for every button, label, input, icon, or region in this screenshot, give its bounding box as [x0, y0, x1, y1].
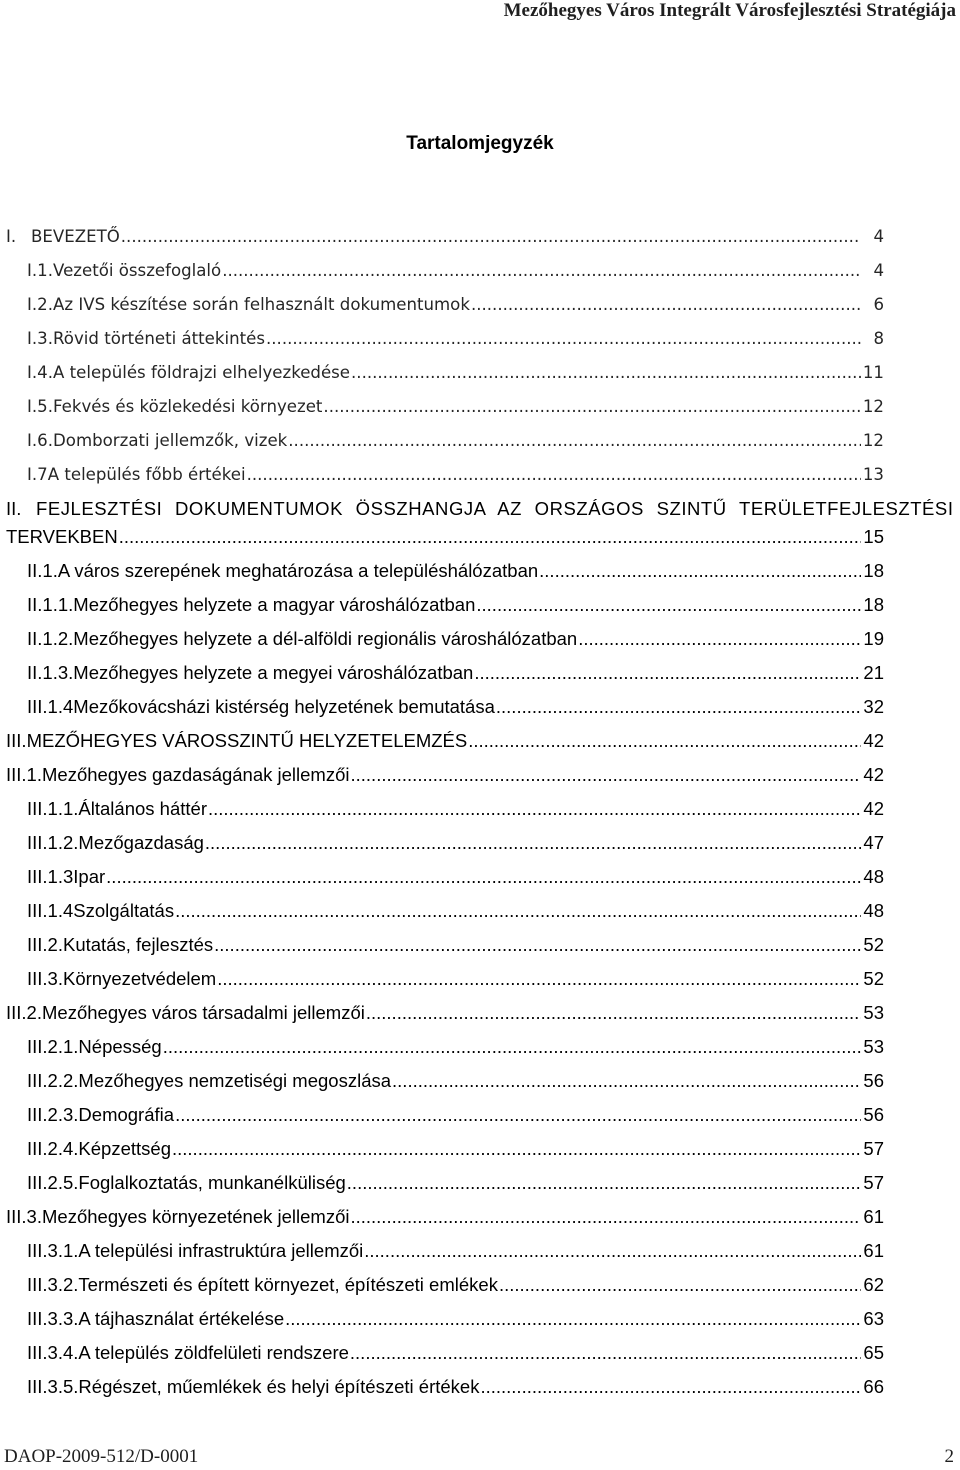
toc-entry-number: II.1.2. [27, 628, 74, 649]
toc-entry-page: 21 [863, 662, 884, 683]
toc-entry[interactable] [6, 224, 884, 250]
toc-entry-page: 53 [863, 1036, 884, 1057]
toc-entry-number: III.1. [6, 764, 42, 785]
toc-entry[interactable] [6, 1204, 884, 1230]
toc-entry-label: Mezőkovácsházi kistérség helyzetének bemutatása [73, 696, 495, 717]
toc-entry-number: I.3. [27, 329, 54, 348]
toc-leader-dots [222, 258, 861, 284]
toc-leader-dots [350, 1204, 861, 1230]
toc-entry-label: Mezőgazdaság [78, 832, 204, 853]
toc-leader-dots [217, 966, 861, 992]
toc-entry-page: 57 [863, 1138, 884, 1159]
toc-entry[interactable] [27, 292, 884, 318]
toc-entry-label: Mezőhegyes gazdaságának jellemzői [42, 764, 350, 785]
toc-entry-page: 61 [863, 1240, 884, 1261]
toc-entry[interactable] [27, 1170, 884, 1196]
toc-leader-dots [350, 1340, 861, 1366]
toc-leader-dots [476, 592, 861, 618]
toc-entry-label: Általános háttér [78, 798, 207, 819]
toc-leader-dots [205, 830, 861, 856]
toc-entry[interactable] [27, 1136, 884, 1162]
toc-entry-label: Fekvés és közlekedési környezet [53, 397, 323, 416]
toc-entry[interactable] [27, 796, 884, 822]
toc-entry-label: Mezőhegyes nemzetiségi megoszlása [78, 1070, 392, 1091]
toc-entry-number: I.6. [27, 431, 54, 450]
toc-entry-number: II.1.1. [27, 594, 74, 615]
toc-entry[interactable] [27, 326, 884, 352]
toc-leader-dots [366, 1000, 861, 1026]
toc-leader-dots [351, 360, 861, 386]
toc-entry-page: 47 [863, 832, 884, 853]
toc-entry-number: III.2. [6, 1002, 42, 1023]
toc-leader-dots [106, 864, 861, 890]
toc-entry-page: 63 [863, 1308, 884, 1329]
toc-entry-number: I. [6, 227, 17, 246]
toc-leader-dots [496, 694, 861, 720]
toc-leader-dots [578, 626, 861, 652]
toc-entry-label: Mezőhegyes helyzete a megyei városhálózatban [73, 662, 474, 683]
toc-leader-dots [499, 1272, 861, 1298]
toc-entry-label: A város szerepének meghatározása a településhálózatban [57, 560, 539, 581]
toc-entry-number: III.2.2. [27, 1070, 79, 1091]
toc-entry-number: I.5. [27, 397, 54, 416]
toc-entry[interactable] [6, 1000, 884, 1026]
toc-entry-number: III.2.5. [27, 1172, 79, 1193]
toc-entry[interactable] [27, 694, 884, 720]
toc-entry-label: Szolgáltatás [73, 900, 175, 921]
toc-entry-label: A települési infrastruktúra jellemzői [78, 1240, 364, 1261]
toc-entry-label: A település főbb értékei [47, 465, 246, 484]
toc-entry[interactable] [27, 1340, 884, 1366]
toc-entry-page: 4 [873, 261, 884, 280]
toc-entry-page: 12 [862, 431, 884, 450]
toc-entry-number: III.3.3. [27, 1308, 79, 1329]
toc-leader-dots [539, 558, 861, 584]
toc-entry-number: III.1.4 [27, 696, 74, 717]
toc-entry-page: 57 [863, 1172, 884, 1193]
toc-entry-number: III.3.5. [27, 1376, 79, 1397]
toc-entry-page: 19 [863, 628, 884, 649]
toc-entry[interactable] [27, 1068, 884, 1094]
toc-entry-number: III.3. [6, 1206, 42, 1227]
toc-entry-number: III.3.1. [27, 1240, 79, 1261]
toc-entry-page: 42 [863, 730, 884, 751]
toc-entry-number: I.1. [27, 261, 54, 280]
toc-entry-page: 15 [863, 526, 884, 547]
toc-entry-page: 6 [873, 295, 884, 314]
toc-entry-label: Demográfia [78, 1104, 175, 1125]
toc-entry-page: 61 [863, 1206, 884, 1227]
toc-entry-number: III.2.3. [27, 1104, 79, 1125]
toc-entry-label: Az IVS készítése során felhasznált dokumentumok [53, 295, 470, 314]
toc-entry-page: 48 [863, 900, 884, 921]
toc-leader-dots [285, 1306, 861, 1332]
toc-entry-label: Ipar [73, 866, 106, 887]
toc-entry-number: III.1.1. [27, 798, 79, 819]
toc-entry[interactable] [27, 1102, 884, 1128]
toc-entry-number: III.3.2. [27, 1274, 79, 1295]
toc-entry[interactable] [27, 360, 884, 386]
toc-entry-label: Foglalkoztatás, munkanélküliség [78, 1172, 346, 1193]
toc-entry-number: III.3.4. [27, 1342, 79, 1363]
toc-entry-page: 18 [863, 594, 884, 615]
toc-leader-dots [214, 932, 861, 958]
toc-entry-number: II.1.3. [27, 662, 74, 683]
toc-leader-dots [392, 1068, 861, 1094]
toc-entry-number: III.2.4. [27, 1138, 79, 1159]
toc-entry-label: A tájhasználat értékelése [78, 1308, 285, 1329]
toc-entry[interactable] [27, 1238, 884, 1264]
toc-entry[interactable] [6, 728, 884, 754]
toc-entry[interactable] [27, 932, 884, 958]
toc-leader-dots [175, 1102, 861, 1128]
toc-leader-dots [323, 394, 861, 420]
toc-leader-dots [347, 1170, 861, 1196]
toc-entry[interactable] [27, 428, 884, 454]
toc-entry-label: Természeti és épített környezet, építészeti emlékek [78, 1274, 498, 1295]
toc-leader-dots [247, 462, 861, 488]
toc-entry-label: Mezőhegyes környezetének jellemzői [42, 1206, 350, 1227]
toc-entry-number: III.3. [27, 968, 63, 989]
footer-page-number: 2 [944, 1446, 954, 1467]
toc-entry-label: Képzettség [78, 1138, 171, 1159]
toc-entry-label: Mezőhegyes város társadalmi jellemzői [42, 1002, 365, 1023]
toc-leader-dots [208, 796, 861, 822]
toc-entry[interactable] [27, 864, 884, 890]
toc-entry-page: 32 [863, 696, 884, 717]
toc-entry-number: I.7 [27, 465, 48, 484]
toc-entry-page: 66 [863, 1376, 884, 1397]
toc-entry-number: III.2. [27, 934, 63, 955]
toc-entry-number: III.2.1. [27, 1036, 79, 1057]
toc-entry[interactable] [27, 1034, 884, 1060]
toc-entry-page: 42 [863, 798, 884, 819]
toc-entry-number: III.1.3 [27, 866, 74, 887]
toc-entry-page: 42 [863, 764, 884, 785]
toc-entry[interactable] [27, 1272, 884, 1298]
toc-entry-label: Régészet, műemlékek és helyi építészeti értékek [78, 1376, 480, 1397]
toc-entry[interactable] [27, 898, 884, 924]
toc-entry-number: I.2. [27, 295, 54, 314]
toc-entry-page: 12 [862, 397, 884, 416]
toc-entry[interactable] [6, 762, 884, 788]
toc-entry[interactable] [27, 966, 884, 992]
toc-leader-dots [172, 1136, 861, 1162]
toc-entry-page: 56 [863, 1104, 884, 1125]
toc-entry[interactable] [27, 462, 884, 488]
toc-entry-label: Vezetői összefoglaló [53, 261, 222, 280]
toc-entry-page: 53 [863, 1002, 884, 1023]
toc-entry-page: 18 [863, 560, 884, 581]
toc-entry-page: 62 [863, 1274, 884, 1295]
toc-entry[interactable] [27, 258, 884, 284]
toc-entry[interactable] [27, 660, 884, 686]
toc-leader-dots [468, 728, 861, 754]
toc-entry-label: Rövid történeti áttekintés [53, 329, 265, 348]
toc-entry-label: Domborzati jellemzők, vizek [53, 431, 288, 450]
toc-entry-number: II.1. [27, 560, 58, 581]
toc-entry-page: 11 [862, 363, 884, 382]
toc-entry-label: Környezetvédelem [63, 968, 217, 989]
toc-entry-label: Népesség [78, 1036, 162, 1057]
toc-heading: Tartalomjegyzék [406, 133, 554, 154]
toc-leader-dots [364, 1238, 861, 1264]
toc-entry-page: 4 [873, 227, 884, 246]
toc-entry-number: III.1.2. [27, 832, 79, 853]
toc-entry-label: Kutatás, fejlesztés [63, 934, 214, 955]
document-header: Mezőhegyes Város Integrált Városfejlesztési Stratégiája [503, 0, 956, 21]
toc-entry-page: 52 [863, 968, 884, 989]
toc-leader-dots [288, 428, 861, 454]
toc-entry[interactable] [27, 1306, 884, 1332]
toc-leader-dots [119, 524, 861, 550]
toc-entry[interactable] [27, 1374, 884, 1400]
toc-entry-label-continued: TERVEKBEN [6, 526, 118, 547]
footer-project-code: DAOP-2009-512/D-0001 [4, 1446, 199, 1467]
toc-entry[interactable] [27, 592, 884, 618]
toc-entry-label: BEVEZETŐ [31, 227, 120, 246]
toc-entry-number: III.1.4 [27, 900, 74, 921]
toc-entry-label: Mezőhegyes helyzete a dél-alföldi regionális városhálózatban [73, 628, 578, 649]
toc-entry[interactable] [27, 830, 884, 856]
toc-entry-line-1[interactable] [6, 496, 956, 522]
toc-entry[interactable] [27, 626, 884, 652]
toc-entry-page: 65 [863, 1342, 884, 1363]
toc-leader-dots [351, 762, 862, 788]
toc-entry-label: Mezőhegyes helyzete a magyar városhálózatban [73, 594, 476, 615]
toc-leader-dots [121, 224, 861, 250]
toc-leader-dots [163, 1034, 861, 1060]
toc-entry-page: 13 [862, 465, 884, 484]
toc-entry-label: FEJLESZTÉSI DOKUMENTUMOK ÖSSZHANGJA AZ ORSZÁGOS SZINTŰ TERÜLETFEJLESZTÉSI [36, 498, 954, 519]
toc-entry-page: 8 [873, 329, 884, 348]
toc-entry-number: III. [6, 730, 27, 751]
toc-leader-dots [471, 292, 861, 318]
toc-entry-label: MEZŐHEGYES VÁROSSZINTŰ HELYZETELEMZÉS [26, 730, 468, 751]
toc-entry-page: 48 [863, 866, 884, 887]
toc-leader-dots [480, 1374, 861, 1400]
toc-leader-dots [175, 898, 861, 924]
toc-entry[interactable] [27, 394, 884, 420]
toc-entry-number: II. [6, 498, 22, 519]
toc-entry-number: I.4. [27, 363, 54, 382]
toc-entry[interactable] [27, 558, 884, 584]
toc-entry-page: 56 [863, 1070, 884, 1091]
toc-entry-label: A település földrajzi elhelyezkedése [53, 363, 351, 382]
toc-leader-dots [474, 660, 861, 686]
toc-entry-line-2[interactable] [6, 524, 884, 550]
toc-entry-page: 52 [863, 934, 884, 955]
toc-leader-dots [266, 326, 861, 352]
toc-entry-label: A település zöldfelületi rendszere [78, 1342, 349, 1363]
